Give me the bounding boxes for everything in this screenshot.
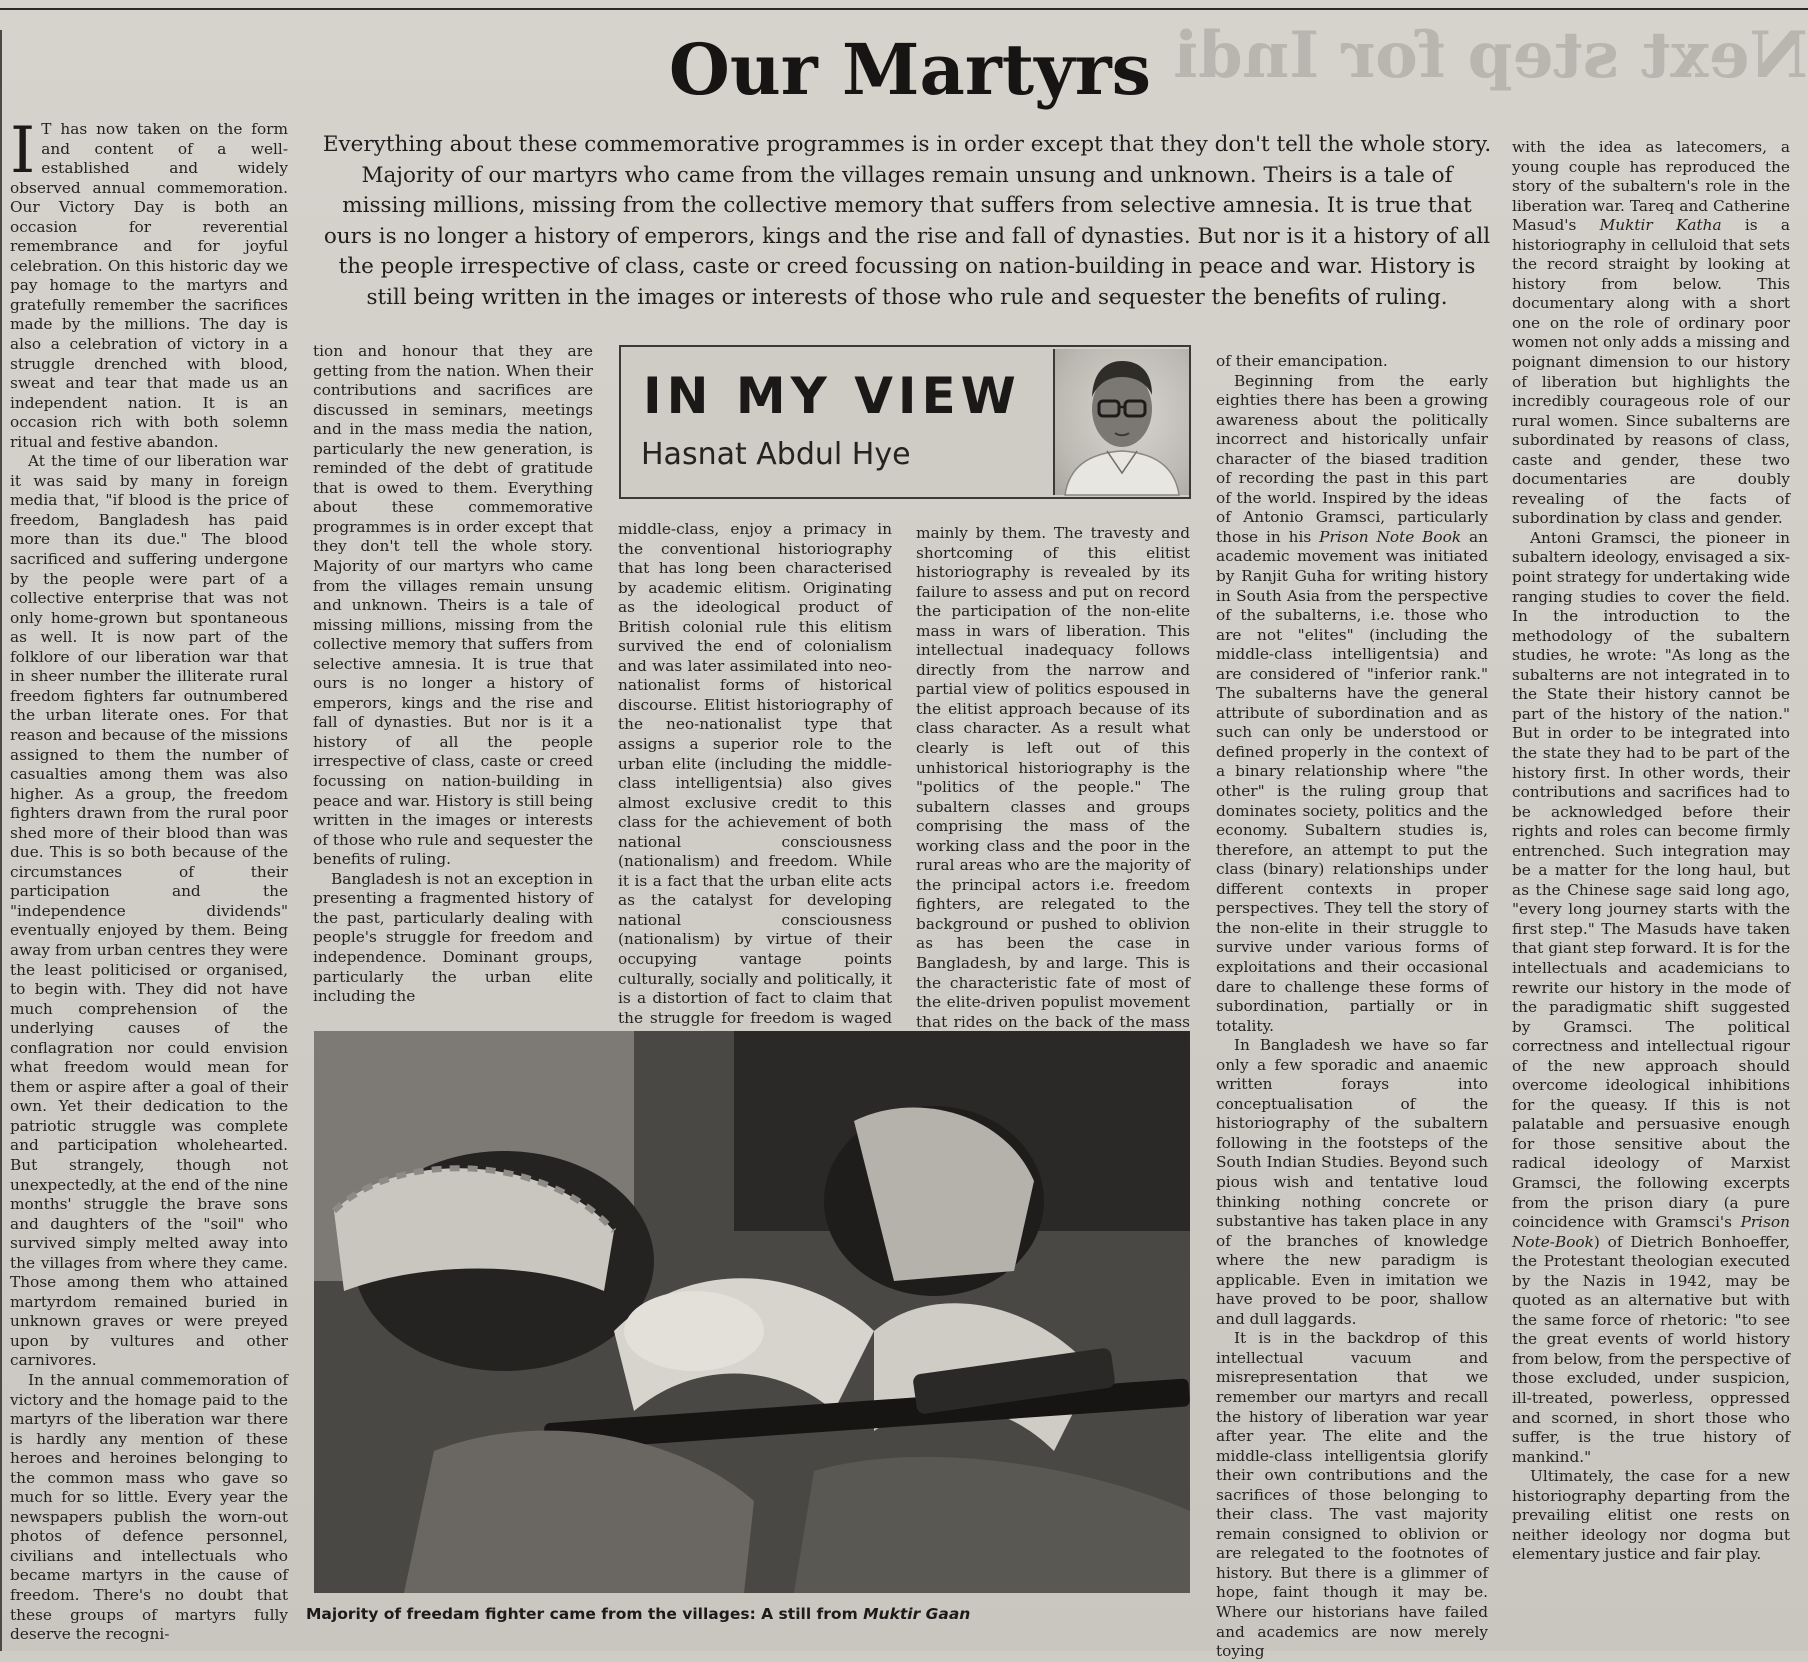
paragraph	[1216, 372, 1488, 1037]
paragraph	[10, 114, 288, 452]
standfirst: Everything about these commemorative programmes is in order except that they don't tell the whole story. Majority of our martyrs who came from the villages remain unsung and unknown. Theirs is a tale of missing millions, missing from the collective memory that suffers from selective amnesia. It is true that ours is no longer a history of emperors, kings and the rise and fall of dynasties. But nor is it a history of all the people irrespective of class, caste or creed focussing on nation-building in peace and war. History is still being written in the images or interests of those who rule and sequester the benefits of ruling.	[322, 132, 1492, 310]
column-byline-box	[619, 345, 1191, 499]
top-rule	[0, 8, 1808, 10]
portrait-illustration	[1055, 349, 1189, 495]
author-name: Hasnat Abdul Hye	[641, 437, 911, 472]
paragraph: mainly by them. The travesty and shortcoming of this elitist historiography is revealed by its failure to assess and put on record the participation of the non-elite mass in wars of liberation. This intellectual inadequacy follows directly from the narrow and partial view of politics espoused in the elitist approach because of its class character. As a result what clearly is left out of this unhistorical historiography is the "politics of the people." The subaltern classes and groups comprising the mass of the working class and the poor in the rural areas who are the majority of the principal actors i.e. freedom fighters, are relegated to the background or pushed to oblivion as has been the case in Bangladesh, by and large. This is the characteristic fate of most of the elite-driven populist movement that rides on the back of the mass	[916, 524, 1190, 1031]
bleed-through-text: Next step for Indi	[1173, 18, 1808, 93]
paragraph: At the time of our liberation war it was said by many in foreign media that, "if blood is the price of freedom, Bangladesh has paid more than its due." The blood sacrificed and suffering undergone by the people were part of a collective enterprise that was not only home-grown but spontaneous as well. It is now part of the folklore of our liberation war that in sheer number the illiterate rural freedom fighters far outnumbered the urban literate ones. For that reason and because of the missions assigned to them the number of casualties among them was also higher. As a group, the freedom fighters drawn from the rural poor shed more of their blood than was due. This is so both because of the circumstances of their participation and the "independence dividends" eventually enjoyed by them. Being away from urban centres they were the least politicised or organised, to begin with. They did not have much comprehension of the underlying causes of the conflagration nor could envision what freedom would mean for them or aspire after a goal of their own. Yet their dedication to the patriotic struggle was complete and participation wholehearted. But strangely, though not unexpectedly, at the end of the nine months' struggle the brave sons and daughters of the "soil" who survived simply melted away into the villages from where they came. Those among them who attained martyrdom remained buried in unknown graves or were preyed upon by vultures and other carnivores.	[10, 452, 288, 1370]
paragraph-text: with the idea as latecomers, a young couple has reproduced the story of the subaltern's role in the liberation war. Tareq and Catherine Masud's	[1512, 138, 1790, 235]
paragraph: In the annual commemoration of victory and the homage paid to the martyrs of the liberation war there is hardly any mention of these heroes and heroines belonging to the common mass who gave so much for so little. Every year the newspapers publish the worn-out photos of defence personnel, civilians and intellectuals who became martyrs in the cause of freedom. There's no doubt that these groups of martyrs fully deserve the recogni-	[10, 1371, 288, 1644]
caption-film-title: Muktir Gaan	[863, 1605, 971, 1623]
paragraph: In Bangladesh we have so far only a few sporadic and anaemic written forays into conceptualisation of the historiography of the subaltern following in the footsteps of the South Indian Studies. Beyond such pious wish and tentative loud thinking nothing concrete or substantive has taken place in any of the branches of knowledge where the new paradigm is applicable. Even in imitation we have proved to be poor, shallow and dull laggards.	[1216, 1036, 1488, 1328]
paragraph-text: Antoni Gramsci, the pioneer in subaltern ideology, envisaged a six-point strategy for undertaking wide ranging studies to cover the field. In the introduction to the methodology of the subaltern studies, he wrote: "As long as the subalterns are not integrated in to the State their history cannot be part of the history of the nation." But in order to be integrated into the state they had to be part of the history first. In other words, their contributions and sacrifices had to be acknowledged before their rights and roles can become firmly entrenched. Such integration may be a matter for the long haul, but as the Chinese sage said long ago, "every long journey starts with the first step." The Masuds have taken that giant step forward. It is for the intellectuals and academicians to rewrite our history in the mode of the paradigmatic shift suggested by Gramsci. The political correctness and intellectual rigour of the new approach should overcome ideological inhibitions for the queasy. If this is not palatable and persuasive enough for those sensitive about the radical ideology of Marxist Gramsci, the following excerpts from the prison diary (a pure coincidence with Gramsci's	[1512, 528, 1790, 1232]
drop-cap: I	[10, 114, 36, 188]
paragraph	[1512, 529, 1790, 1467]
paragraph: tion and honour that they are getting from the nation. When their contributions and sacrifices are discussed in seminars, meetings and in the mass media the nation, particularly the new generation, is reminded of the debt of gratitude that is owed to them. Everything about these commemorative programmes is in order except that they don't tell the whole story. Majority of our martyrs who came from the villages remain unsung and unknown. Theirs is a tale of missing millions, missing from the collective memory that suffers from selective amnesia. It is true that ours is no longer a history of emperors, kings and the rise and fall of dynasties. But nor is it a history of all the people irrespective of class, caste or creed focussing on nation-building in peace and war. History is still being written in the images or interests of those who rule and sequester the benefits of ruling.	[313, 342, 593, 869]
italic-title: Muktir Katha	[1599, 216, 1722, 235]
paragraph: middle-class, enjoy a primacy in the conventional historiography that has long been characterised by academic elitism. Originating as the ideological product of British colonial rule this elitism survived the end of colonialism and was later assimilated into neo-nationalist forms of historical discourse. Elitist historiography of the neo-nationalist type that assigns a superior role to the urban elite (including the middle-class intelligentsia) also gives almost exclusive credit to this class for the achievement of both national consciousness (nationalism) and freedom. While it is a fact that the urban elite acts as the catalyst for developing national consciousness (nationalism) by virtue of their occupying vantage points culturally, socially and politically, it is a distortion of fact to claim that the struggle for freedom is waged	[618, 520, 892, 1027]
photo-illustration	[314, 1031, 1190, 1593]
headline: Our Martyrs	[668, 28, 1152, 111]
paragraph: Ultimately, the case for a new historiography departing from the prevailing elitist one rests on neither ideology nor dogma but elementary justice and fair play.	[1512, 1467, 1790, 1564]
italic-title: Prison Note-Book	[1512, 1213, 1790, 1251]
article-column-1	[10, 114, 288, 1644]
column-label: IN MY VIEW	[643, 367, 1021, 425]
left-rule	[0, 30, 2, 1651]
article-column-6	[1512, 138, 1790, 1638]
article-column-3	[618, 520, 892, 1027]
news-photo	[314, 1031, 1190, 1593]
author-portrait	[1053, 349, 1189, 495]
paragraph	[1512, 138, 1790, 529]
article-column-5	[1216, 352, 1489, 1661]
article-column-2	[313, 342, 593, 1004]
paragraph: It is in the backdrop of this intellectual vacuum and misrepresentation that we remember our martyrs and recall the history of liberation war year after year. The elite and the middle-class intelligentsia glorify their own contributions and the sacrifices of those belonging to their class. The vast majority remain consigned to oblivion or are relegated to the footnotes of history. But there is a glimmer of hope, faint though it may be. Where our historians have failed and academics are now merely toying	[1216, 1329, 1488, 1661]
caption-text: Majority of freedam fighter came from the villages: A still from	[306, 1605, 864, 1623]
paragraph-text: ) of Dietrich Bonhoeffer, the Protestant theologian executed by the Nazis in 1942, may be quoted as an alternative but with the same force of rhetoric: "to see the great events of world history from below, from the perspective of those excluded, under suspicion, ill-treated, powerless, oppressed and scorned, in short those who suffer, is the true history of mankind."	[1512, 1232, 1790, 1466]
paragraph-text: is a historiography in celluloid that sets the record straight by looking at history from below. This documentary along with a short one on the role of ordinary poor women not only adds a missing and poignant dimension to our history of liberation but highlights the incredibly courageous role of our rural women. Since subalterns are subordinated by reasons of class, caste and gender, these two documentaries are doubly revealing of the facts of subordination by class and gender.	[1512, 216, 1790, 528]
paragraph-text: an academic movement was initiated by Ranjit Guha for writing history in South Asia from the perspective of the subalterns, i.e. those who are not "elites" (including the middle-class intelligentsia) and are considered of "inferior rank." The subalterns have the general attribute of subordination and as such can only be understood or defined properly in the context of a binary relationship where "the other" is the ruling group that dominates society, politics and the economy. Subaltern studies is, therefore, an attempt to put the class (binary) relationships under different contexts in proper perspectives. They tell the story of the non-elite in their struggle to survive under various forms of exploitations and their occasional dare to challenge these forms of subordination, partially or in totality.	[1216, 527, 1489, 1035]
paragraph-text: T has now taken on the form and content of a well-established and widely observed annual commemoration. Our Victory Day is both an occasion for reverential remembrance and for joyful celebration. On this historic day we pay homage to the martyrs and gratefully remember the sacrifices made by the millions. The day is also a celebration of victory in a struggle drenched with blood, sweat and tear that made us an independent nation. It is an occasion rich with both solemn ritual and festive abandon.	[10, 120, 288, 451]
paragraph: Bangladesh is not an exception in presenting a fragmented history of the past, particularly dealing with people's struggle for freedom and independence. Dominant groups, particularly the urban elite including the	[313, 869, 593, 1006]
paragraph: of their emancipation.	[1216, 352, 1388, 370]
article-column-4	[916, 524, 1190, 1031]
italic-title: Prison Note Book	[1319, 527, 1462, 546]
paragraph-text: Beginning from the early eighties there has been a growing awareness about the politically incorrect and historically unfair character of the biased tradition of recording the past in this part of the world. Inspired by the ideas of Antonio Gramsci, particularly those in his	[1216, 371, 1488, 546]
photo-caption	[306, 1605, 970, 1623]
